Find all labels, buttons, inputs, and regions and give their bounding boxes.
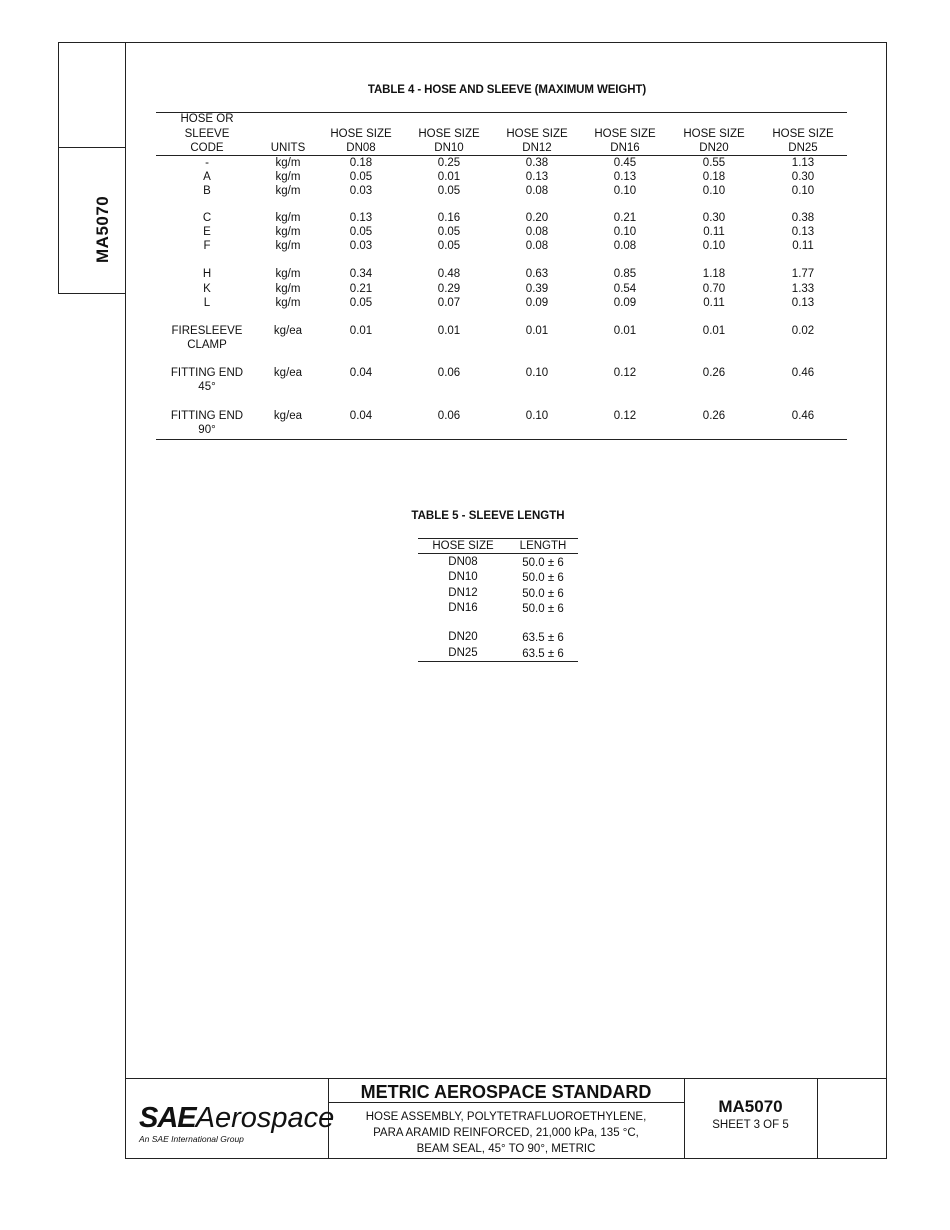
table4-header-size-dn: DN16: [610, 142, 640, 154]
table5-cell-size: DN25: [448, 647, 478, 659]
logo-tagline: An SAE International Group: [139, 1134, 244, 1144]
table4-cell-units: kg/ea: [273, 367, 303, 379]
table4-cell-code: C: [202, 212, 212, 224]
table4-cell-value: 0.54: [613, 283, 637, 295]
table4-cell-value: 0.26: [702, 367, 726, 379]
table4-cell-code: 45°: [198, 381, 216, 393]
table4-cell-value: 0.01: [437, 325, 461, 337]
table4-cell-code: A: [203, 171, 211, 183]
table4-cell-value: 0.12: [613, 410, 637, 422]
table4-cell-value: 0.08: [525, 185, 549, 197]
table4-cell-value: 0.30: [791, 171, 815, 183]
title-block-divider: [817, 1079, 818, 1159]
table4-header-size: HOSE SIZE: [772, 127, 834, 140]
table5-cell-size: DN10: [448, 571, 478, 583]
standard-title: METRIC AEROSPACE STANDARD: [360, 1082, 652, 1102]
table4-cell-code: 90°: [198, 424, 216, 436]
table4-cell-value: 0.45: [613, 157, 637, 169]
table4-header-code: HOSE OR: [180, 113, 234, 125]
table4-cell-value: 0.39: [525, 283, 549, 295]
table4-cell-value: 0.11: [792, 240, 814, 252]
table4-header-units: UNITS: [270, 142, 306, 154]
table4-cell-value: 0.01: [702, 325, 726, 337]
table4-cell-value: 0.05: [437, 185, 461, 197]
table4-cell-value: 0.10: [525, 410, 549, 422]
table4-cell-value: 0.06: [437, 410, 461, 422]
table5-title: TABLE 5 - SLEEVE LENGTH: [411, 510, 565, 522]
table5-cell-length: 50.0 ± 6: [522, 572, 564, 584]
table4-cell-value: 0.38: [525, 157, 549, 169]
table4-cell-value: 0.25: [437, 157, 461, 169]
table4-header-code: SLEEVE: [184, 127, 230, 140]
table4-cell-value: 0.46: [791, 367, 815, 379]
table4-header-size-dn: DN25: [788, 142, 818, 154]
table4-title: TABLE 4 - HOSE AND SLEEVE (MAXIMUM WEIGHT): [367, 84, 647, 96]
table4-cell-value: 0.20: [525, 212, 549, 224]
table4-cell-value: 0.48: [437, 268, 461, 280]
side-doc-number: MA5070: [93, 195, 112, 263]
side-tab-divider: [59, 147, 126, 148]
table4-cell-value: 0.08: [525, 240, 549, 252]
table4-cell-units: kg/m: [275, 297, 301, 309]
table4-cell-code: B: [203, 185, 211, 197]
table4-cell-units: kg/m: [275, 226, 301, 238]
table4-cell-units: kg/ea: [273, 410, 303, 422]
table4-header-size-dn: DN20: [699, 142, 729, 154]
table4-cell-value: 0.08: [613, 240, 637, 252]
table4-cell-code: F: [203, 240, 211, 252]
table4-cell-code: E: [203, 226, 211, 238]
table4-cell-value: 0.26: [702, 410, 726, 422]
table4-cell-value: 1.77: [791, 268, 815, 280]
table4-cell-code: K: [203, 283, 211, 295]
table4-cell-value: 0.21: [613, 212, 637, 224]
table4-cell-value: 0.03: [349, 240, 373, 252]
table5-cell-size: DN08: [448, 556, 478, 568]
table4-header-size-dn: DN10: [434, 142, 464, 154]
table4-cell-value: 0.10: [702, 240, 726, 252]
table4-cell-value: 0.10: [525, 367, 549, 379]
table4-cell-value: 0.01: [437, 171, 461, 183]
table4-cell-units: kg/m: [275, 240, 301, 252]
table4-cell-value: 0.21: [349, 283, 373, 295]
table5-cell-length: 50.0 ± 6: [522, 588, 564, 600]
table4-cell-value: 0.05: [437, 226, 461, 238]
table4-cell-units: kg/m: [275, 157, 301, 169]
table4-cell-value: 0.16: [437, 212, 461, 224]
table4-cell-value: 0.34: [349, 268, 373, 280]
table5-header-length: LENGTH: [519, 540, 567, 552]
table4-cell-value: 0.30: [702, 212, 726, 224]
sheet-number: SHEET 3 OF 5: [712, 1119, 789, 1131]
table4-header-code: CODE: [190, 142, 224, 154]
title-block: [125, 1078, 887, 1159]
table4-cell-value: 1.18: [702, 268, 726, 280]
sae-aerospace-logo: [139, 1102, 335, 1144]
table4-cell-units: kg/ea: [273, 325, 303, 337]
logo-sae: SAE: [139, 1102, 196, 1134]
standard-description: [328, 1109, 684, 1157]
table4-cell-code: H: [202, 268, 212, 280]
table5-cell-length: 50.0 ± 6: [522, 557, 564, 569]
table4-header-size-dn: DN12: [522, 142, 552, 154]
table4-cell-value: 0.03: [349, 185, 373, 197]
table4-cell-value: 0.05: [349, 297, 373, 309]
table4-cell-value: 0.10: [702, 185, 726, 197]
table4-cell-units: kg/m: [275, 212, 301, 224]
table4-cell-value: 0.63: [525, 268, 549, 280]
table4-cell-value: 0.13: [791, 297, 815, 309]
table4-cell-value: 0.01: [613, 325, 637, 337]
table5-header-rule: [418, 553, 578, 554]
table4-cell-code: FIRESLEEVE: [171, 325, 243, 337]
table4-header-size: HOSE SIZE: [418, 127, 480, 140]
document-number: MA5070: [718, 1097, 783, 1116]
table4-cell-value: 0.02: [791, 325, 815, 337]
table5-cell-length: 63.5 ± 6: [522, 648, 564, 660]
table4-cell-value: 1.33: [791, 283, 815, 295]
table4-cell-value: 0.18: [702, 171, 726, 183]
table4-header-size: HOSE SIZE: [594, 127, 656, 140]
table4-cell-code: L: [203, 297, 211, 309]
table4-cell-value: 0.04: [349, 367, 373, 379]
table4-header-size-dn: DN08: [346, 142, 376, 154]
table4-cell-value: 0.11: [703, 297, 725, 309]
table5-cell-length: 63.5 ± 6: [522, 632, 564, 644]
table4-cell-value: 0.55: [702, 157, 726, 169]
table5-header-size: HOSE SIZE: [432, 540, 494, 552]
table4-cell-code: -: [205, 157, 209, 169]
table4-cell-value: 0.18: [349, 157, 373, 169]
table4-cell-units: kg/m: [275, 268, 301, 280]
table4-cell-value: 0.05: [349, 226, 373, 238]
table4-cell-value: 0.09: [525, 297, 549, 309]
table4-cell-value: 0.46: [791, 410, 815, 422]
table4-cell-value: 0.29: [437, 283, 461, 295]
table4-cell-units: kg/m: [275, 171, 301, 183]
table4-cell-value: 0.13: [525, 171, 549, 183]
table4-cell-value: 0.13: [349, 212, 373, 224]
description-line: HOSE ASSEMBLY, POLYTETRAFLUOROETHYLENE,: [365, 1111, 647, 1123]
table5-cell-length: 50.0 ± 6: [522, 603, 564, 615]
table4-cell-value: 0.13: [791, 226, 815, 238]
table4-header-size: HOSE SIZE: [330, 127, 392, 140]
side-tab: [58, 42, 126, 294]
table5-bottom-rule: [418, 661, 578, 662]
table4-cell-value: 0.70: [702, 283, 726, 295]
table4-cell-units: kg/m: [275, 283, 301, 295]
table4-cell-value: 0.10: [613, 185, 637, 197]
table4-cell-value: 0.05: [437, 240, 461, 252]
table4-cell-code: FITTING END: [170, 367, 244, 379]
table4-cell-value: 0.04: [349, 410, 373, 422]
table4-cell-value: 0.10: [613, 226, 637, 238]
table4-cell-value: 0.38: [791, 212, 815, 224]
table4-cell-value: 0.09: [613, 297, 637, 309]
table4-cell-value: 0.07: [437, 297, 461, 309]
table5-cell-size: DN20: [448, 631, 478, 643]
table4-bottom-rule: [156, 439, 847, 440]
table4-header-size: HOSE SIZE: [506, 127, 568, 140]
table4-cell-value: 0.85: [613, 268, 637, 280]
description-line: BEAM SEAL, 45° TO 90°, METRIC: [416, 1143, 596, 1155]
table4-cell-units: kg/m: [275, 185, 301, 197]
table4-header-size: HOSE SIZE: [683, 127, 745, 140]
table4-cell-value: 0.01: [349, 325, 373, 337]
table4-cell-value: 0.01: [525, 325, 549, 337]
table4-cell-value: 0.12: [613, 367, 637, 379]
description-line: PARA ARAMID REINFORCED, 21,000 kPa, 135 °C,: [373, 1127, 639, 1139]
table4-cell-value: 0.06: [437, 367, 461, 379]
table4-cell-value: 1.13: [791, 157, 815, 169]
table5-cell-size: DN16: [448, 602, 478, 614]
table5-cell-size: DN12: [448, 587, 478, 599]
table4-cell-value: 0.05: [349, 171, 373, 183]
table4-cell-value: 0.08: [525, 226, 549, 238]
table4-cell-code: FITTING END: [170, 410, 244, 422]
table4-cell-code: CLAMP: [187, 339, 227, 351]
table4-cell-value: 0.11: [703, 226, 725, 238]
table4-cell-value: 0.10: [791, 185, 815, 197]
logo-aerospace: Aerospace: [195, 1102, 335, 1134]
table4-cell-value: 0.13: [613, 171, 637, 183]
